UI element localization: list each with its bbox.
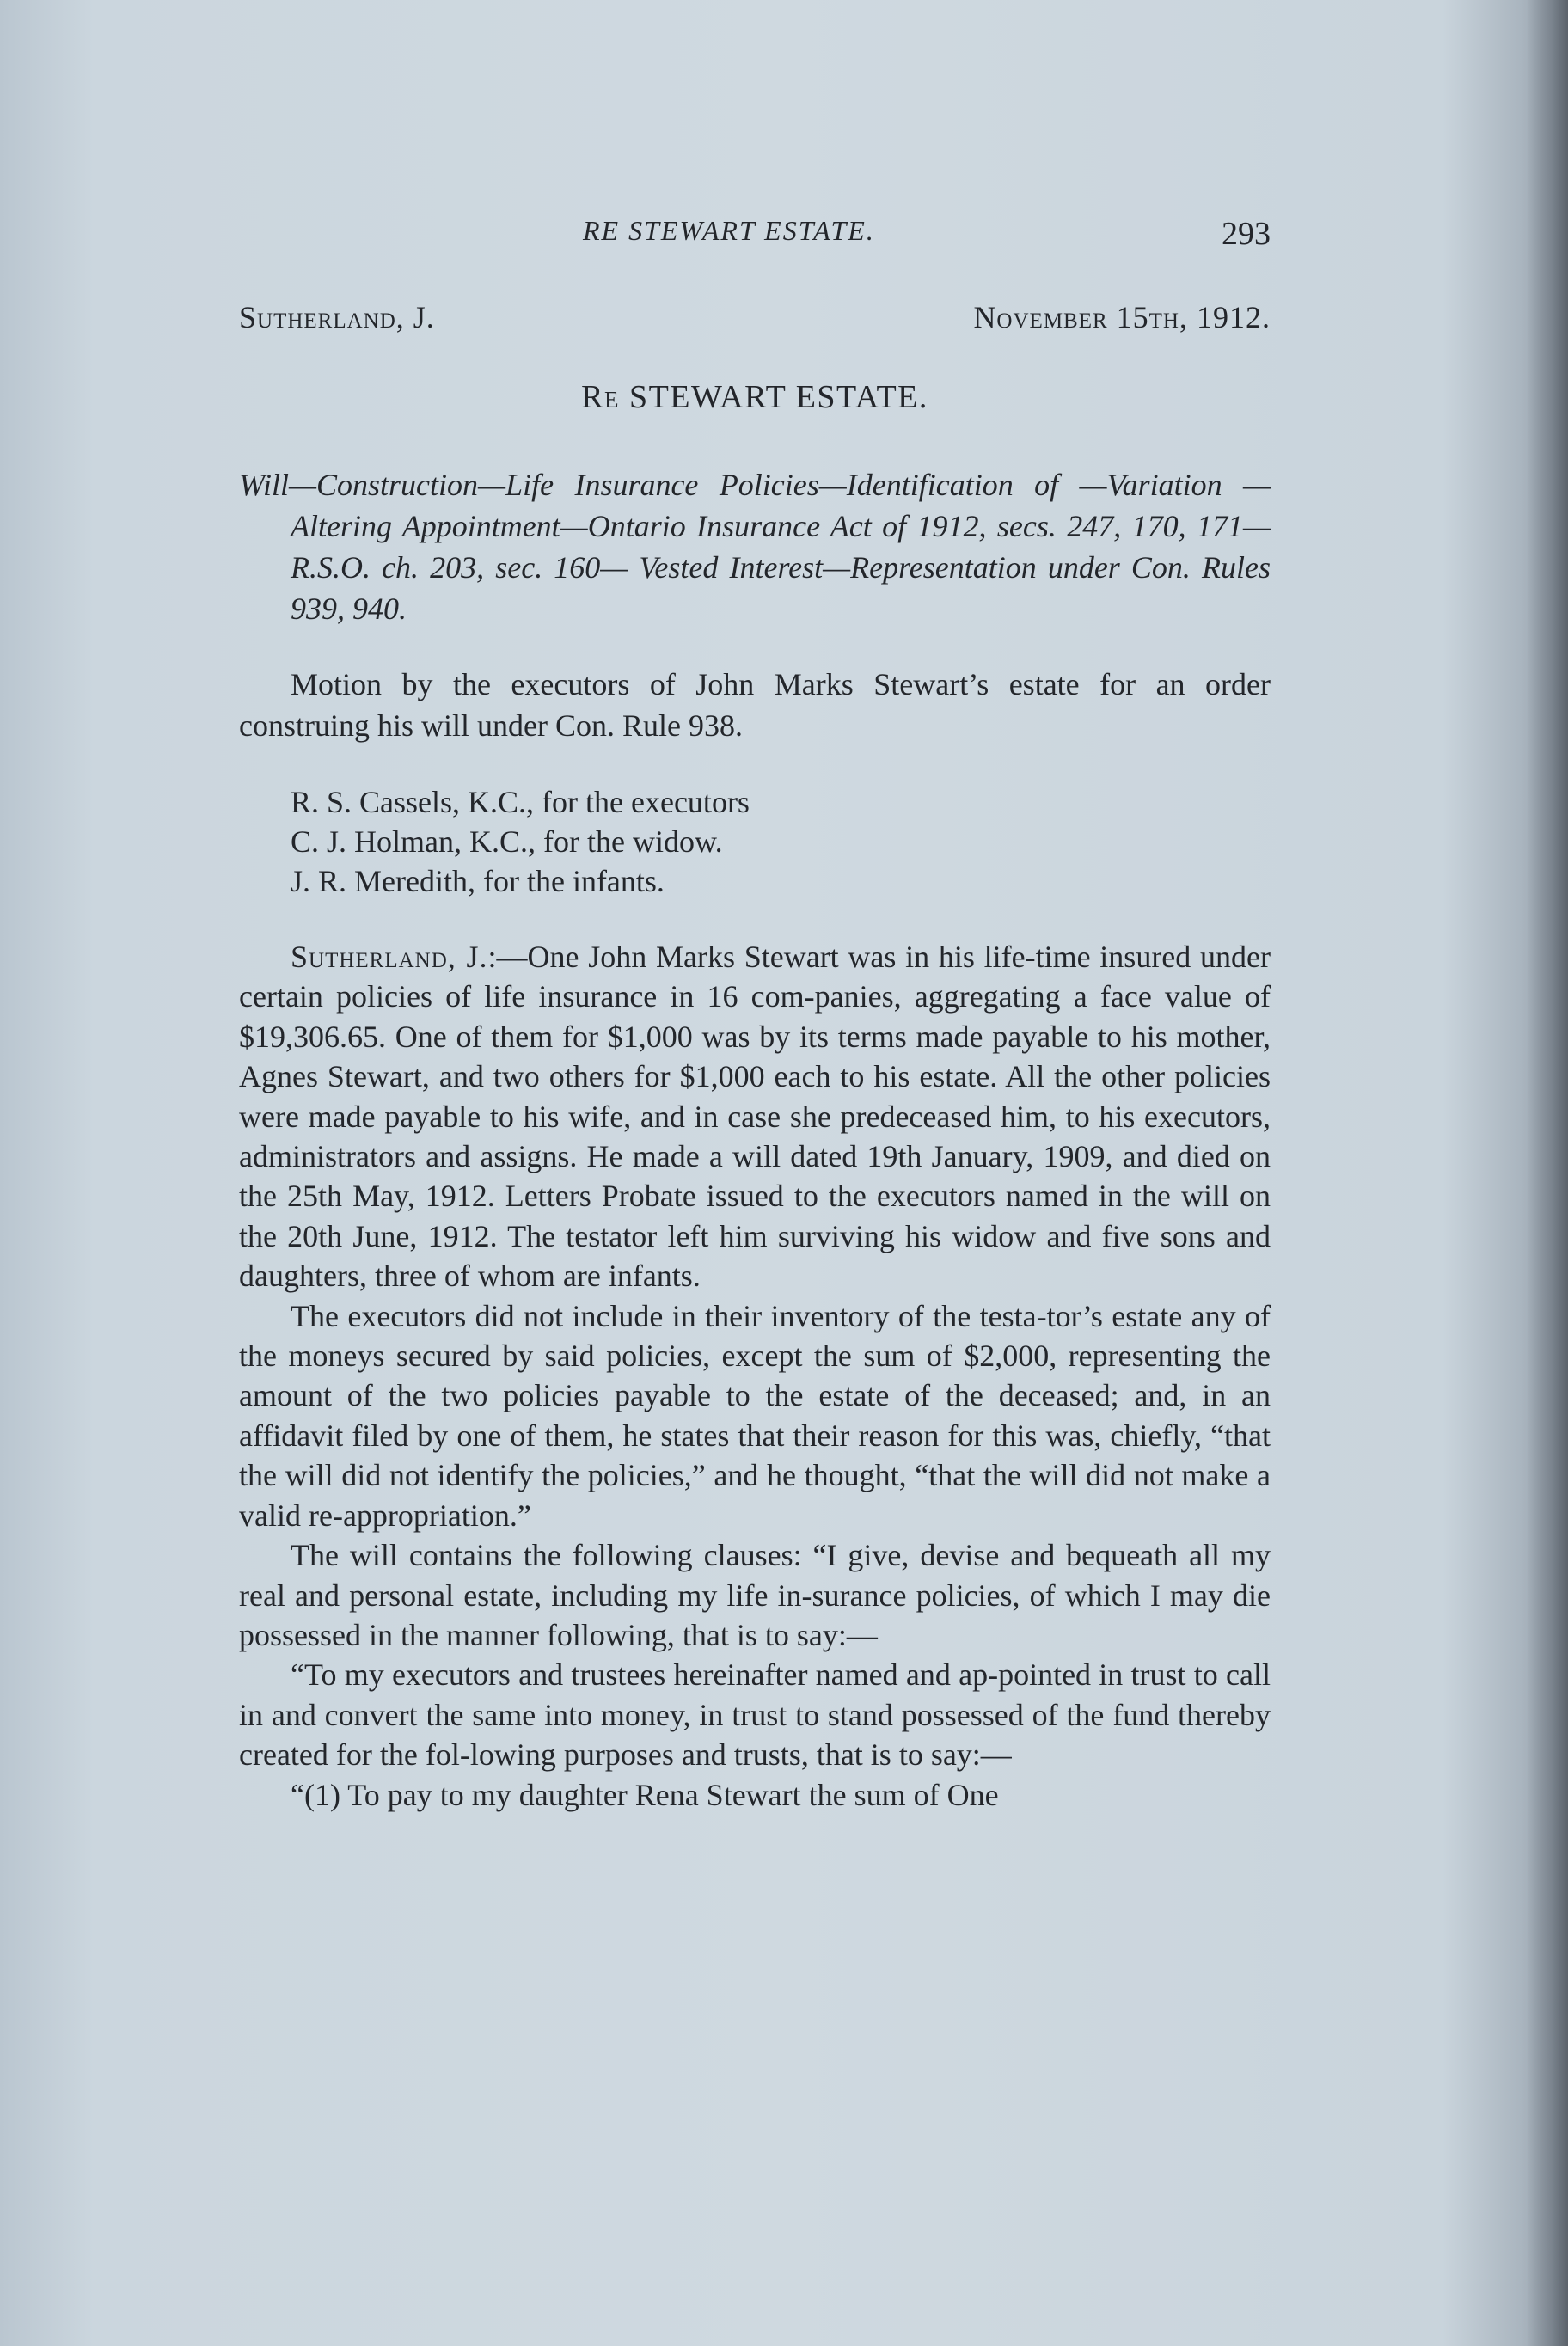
motion-text: Motion by the executors of John Marks Stewart’s estate for an order construing his will under Con. Rule 938.	[239, 667, 1271, 743]
motion-paragraph	[239, 664, 1271, 746]
judgment-date: November 15th, 1912.	[973, 300, 1271, 334]
counsel-line: J. R. Meredith, for the infants.	[291, 864, 665, 898]
judgment-opening-name: Sutherland, J.	[291, 940, 488, 974]
case-title-name: STEWART ESTATE.	[628, 379, 928, 415]
case-title-prefix: Re	[581, 379, 620, 415]
judgment-paragraph: “(1) To pay to my daughter Rena Stewart the sum of One	[291, 1777, 999, 1812]
counsel-line: R. S. Cassels, K.C., for the executors	[291, 785, 750, 819]
judgment-paragraph-text: :—One John Marks Stewart was in his life-time insured under certain policies of life insurance in 16 com-panies, aggregating a face value of $19,306.65. One of them for $1,000 was by its terms made payable to his mother, Agnes Stewart, and two others for $1,000 each to his estate. All the other policies were made payable to his wife, and in case she predeceased him, to his executors, administrators and assigns. He made a will dated 19th January, 1909, and died on the 25th May, 1912. Letters Probate issued to the executors named in the will on the 20th June, 1912. The testator left him surviving his widow and five sons and daughters, three of whom are infants.	[239, 940, 1271, 1294]
judgment-paragraph: The executors did not include in their inventory of the testa-tor’s estate any of the moneys secured by said policies, except the sum of $2,000, representing the amount of the two policies payable to the estate of the deceased; and, in an affidavit filed by one of them, he states that their reason for this was, chiefly, “that the will did not identify the policies,” and he thought, “that the will did not make a valid re-appropriation.”	[239, 1298, 1271, 1533]
headnote	[239, 464, 1271, 629]
judgment-body	[239, 937, 1271, 1815]
judgment-paragraph: “To my executors and trustees hereinafter named and ap-pointed in trust to call in and convert the same into money, in trust to stand possessed of the fund thereby created for the fol-lowing purposes and trusts, that is to say:—	[239, 1657, 1271, 1773]
judgment-paragraph: The will contains the following clauses: “I give, devise and bequeath all my real and personal estate, including my life in-surance policies, of which I may die possessed in the manner following, that is to say:—	[239, 1538, 1271, 1652]
judge-name: Sutherland, J.	[239, 300, 435, 334]
judgment-paragraph	[239, 937, 1271, 1296]
counsel-line: C. J. Holman, K.C., for the widow.	[291, 824, 723, 859]
page-number: 293	[1222, 216, 1271, 252]
case-title	[239, 378, 1271, 416]
running-head	[239, 215, 1271, 258]
counsel-list	[291, 782, 1271, 901]
page-binding-shadow	[1527, 0, 1568, 2346]
running-head-title: RE STEWART ESTATE.	[583, 215, 875, 246]
headnote-text: Will—Construction—Life Insurance Policies—Identification of —Variation — Altering Appointment—Ontario Insurance Act of 1912, secs. 247, 170, 171—R.S.O. ch. 203, sec. 160— Vested Interest—Representation under Con. Rules 939, 940.	[239, 468, 1271, 626]
